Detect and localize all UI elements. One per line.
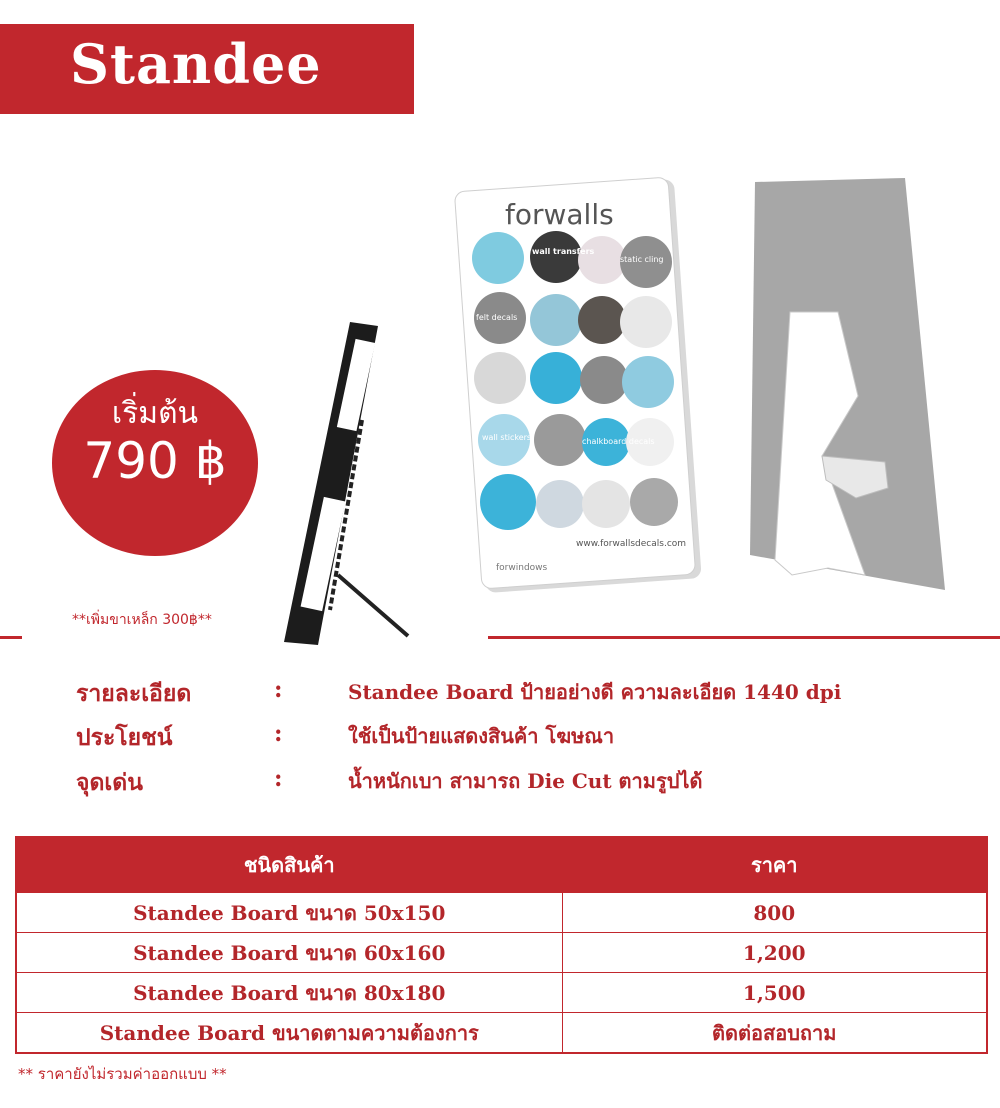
- poster-sub-brand: forwindows: [496, 563, 548, 573]
- poster-circle-label: felt decals: [476, 313, 518, 322]
- product-cell: Standee Board ขนาด 80x180: [16, 973, 562, 1013]
- detail-colon: :: [274, 765, 283, 792]
- poster-circle-label: chalkboard decals: [582, 437, 655, 446]
- detail-colon: :: [274, 676, 283, 703]
- price-table: [15, 836, 988, 1054]
- product-cell: Standee Board ขนาด 60x160: [16, 933, 562, 973]
- table-row: [16, 933, 987, 973]
- detail-label: จุดเด่น: [76, 770, 143, 796]
- poster-url: www.forwallsdecals.com: [576, 539, 687, 549]
- detail-value: Standee Board ป้ายอย่างดี ความละเอียด 1440 dpi: [348, 680, 842, 704]
- detail-colon: :: [274, 720, 283, 747]
- table-row: [16, 1013, 987, 1054]
- poster-circle-label: static cling: [620, 255, 664, 264]
- standee-board-image: [750, 178, 945, 590]
- page-title: Standee: [70, 32, 322, 96]
- divider-left: [0, 636, 22, 639]
- product-cell: Standee Board ขนาดตามความต้องการ: [16, 1013, 562, 1054]
- steel-leg-note: **เพิ่มขาเหล็ก 300฿**: [72, 612, 212, 628]
- steel-easel-image: [284, 322, 408, 645]
- price-footnote: ** ราคายังไม่รวมค่าออกแบบ **: [18, 1065, 227, 1083]
- price-cell: 1,500: [562, 973, 987, 1013]
- starting-price-value: 790 ฿: [83, 432, 227, 490]
- starting-price-badge: [52, 370, 258, 556]
- table-row: [16, 973, 987, 1013]
- poster-circle-label: wall transfers: [532, 247, 595, 256]
- column-header-product: ชนิดสินค้า: [16, 837, 562, 893]
- table-row: [16, 893, 987, 933]
- detail-row: [76, 765, 976, 805]
- poster-circle-label: wall stickers: [482, 433, 532, 442]
- divider-right: [488, 636, 1000, 639]
- detail-value: น้ำหนักเบา สามารถ Die Cut ตามรูปได้: [348, 769, 703, 793]
- price-cell: ติดต่อสอบถาม: [562, 1013, 987, 1054]
- detail-label: รายละเอียด: [76, 681, 192, 707]
- detail-row: [76, 720, 976, 760]
- product-cell: Standee Board ขนาด 50x150: [16, 893, 562, 933]
- starting-price-label: เริ่มต้น: [111, 396, 199, 431]
- detail-label: ประโยชน์: [76, 725, 173, 751]
- column-header-price: ราคา: [562, 837, 987, 893]
- detail-value: ใช้เป็นป้ายแสดงสินค้า โฆษณา: [348, 724, 615, 748]
- price-cell: 800: [562, 893, 987, 933]
- poster-brand: forwalls: [505, 198, 614, 231]
- price-cell: 1,200: [562, 933, 987, 973]
- poster-image: [454, 177, 701, 593]
- price-table-header: [16, 837, 987, 893]
- detail-row: [76, 676, 976, 716]
